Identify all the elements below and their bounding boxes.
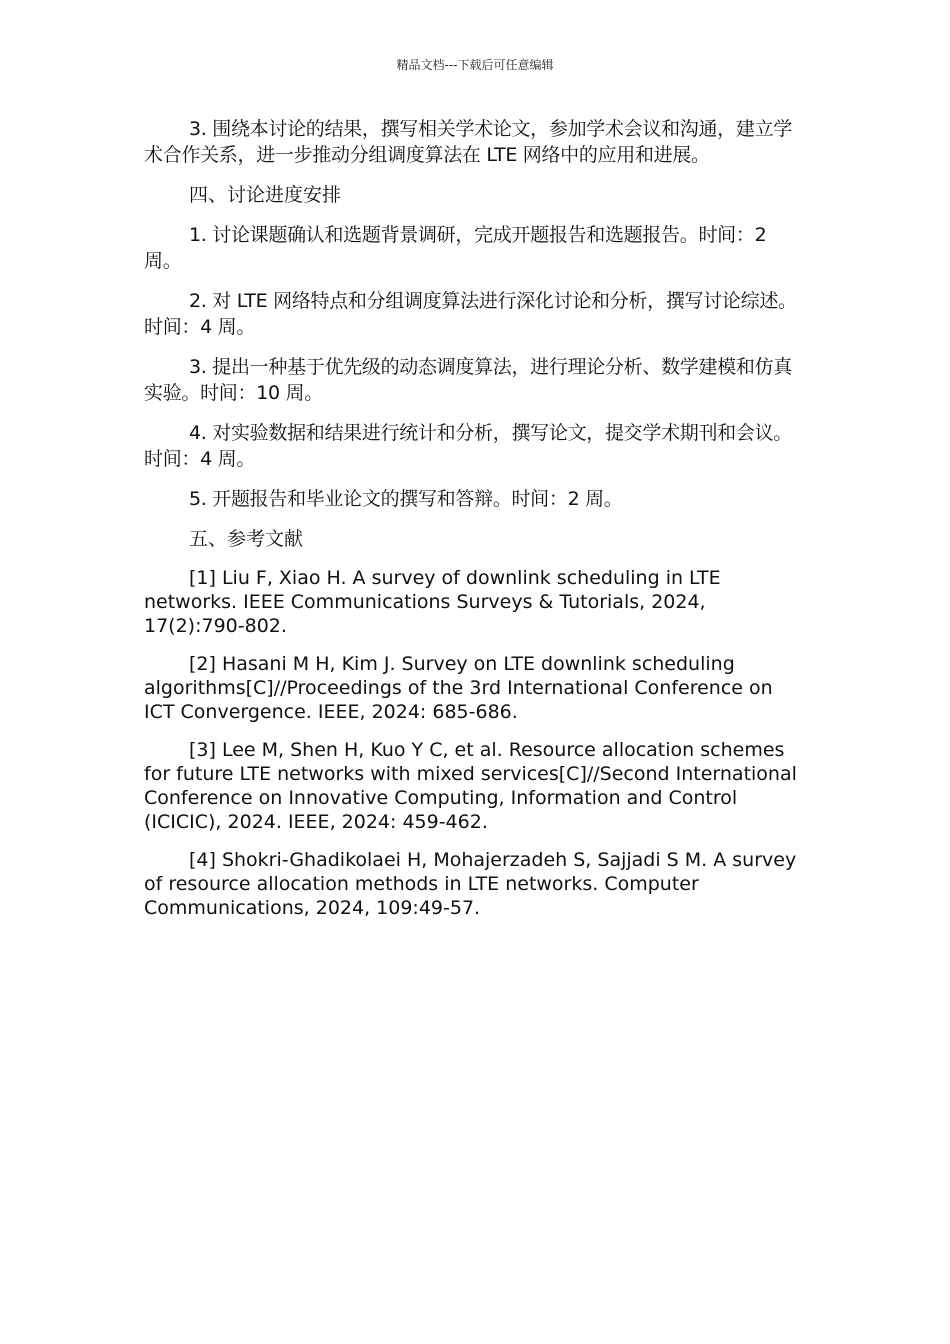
schedule-item: 2. 对 LTE 网络特点和分组调度算法进行深化讨论和分析，撰写讨论综述。时间：4 周。 [144,290,797,338]
section-heading-references: 五、参考文献 [189,528,304,550]
schedule-item: 1. 讨论课题确认和选题背景调研，完成开题报告和选题报告。时间：2 周。 [144,224,767,272]
document-body [144,116,806,934]
schedule-item: 5. 开题报告和毕业论文的撰写和答辩。时间：2 周。 [189,488,623,510]
section-heading-schedule: 四、讨论进度安排 [189,184,342,206]
page-header: 精品文档---下载后可任意编辑 [396,58,554,72]
reference-item: [1] Liu F, Xiao H. A survey of downlink scheduling in LTE networks. IEEE Communications Surveys & Tutorials, 2024, 17(2):790-802. [144,567,721,637]
reference-item: [3] Lee M, Shen H, Kuo Y C, et al. Resource allocation schemes for future LTE networks with mixed services[C]//Second International Conference on Innovative Computing, Information and Control (ICICIC), 2024. IEEE, 2024: 459-462. [144,739,797,833]
schedule-item: 3. 提出一种基于优先级的动态调度算法，进行理论分析、数学建模和仿真实验。时间：10 周。 [144,356,792,404]
paragraph-goal-3: 3. 围绕本讨论的结果，撰写相关学术论文，参加学术会议和沟通，建立学术合作关系，进一步推动分组调度算法在 LTE 网络中的应用和进展。 [144,118,792,166]
reference-item: [4] Shokri-Ghadikolaei H, Mohajerzadeh S, Sajjadi S M. A survey of resource allocation methods in LTE networks. Computer Communications, 2024, 109:49-57. [144,849,797,919]
reference-item: [2] Hasani M H, Kim J. Survey on LTE downlink scheduling algorithms[C]//Proceedings of the 3rd International Conference on ICT Convergence. IEEE, 2024: 685-686. [144,653,773,723]
schedule-item: 4. 对实验数据和结果进行统计和分析，撰写论文，提交学术期刊和会议。时间：4 周。 [144,422,792,470]
